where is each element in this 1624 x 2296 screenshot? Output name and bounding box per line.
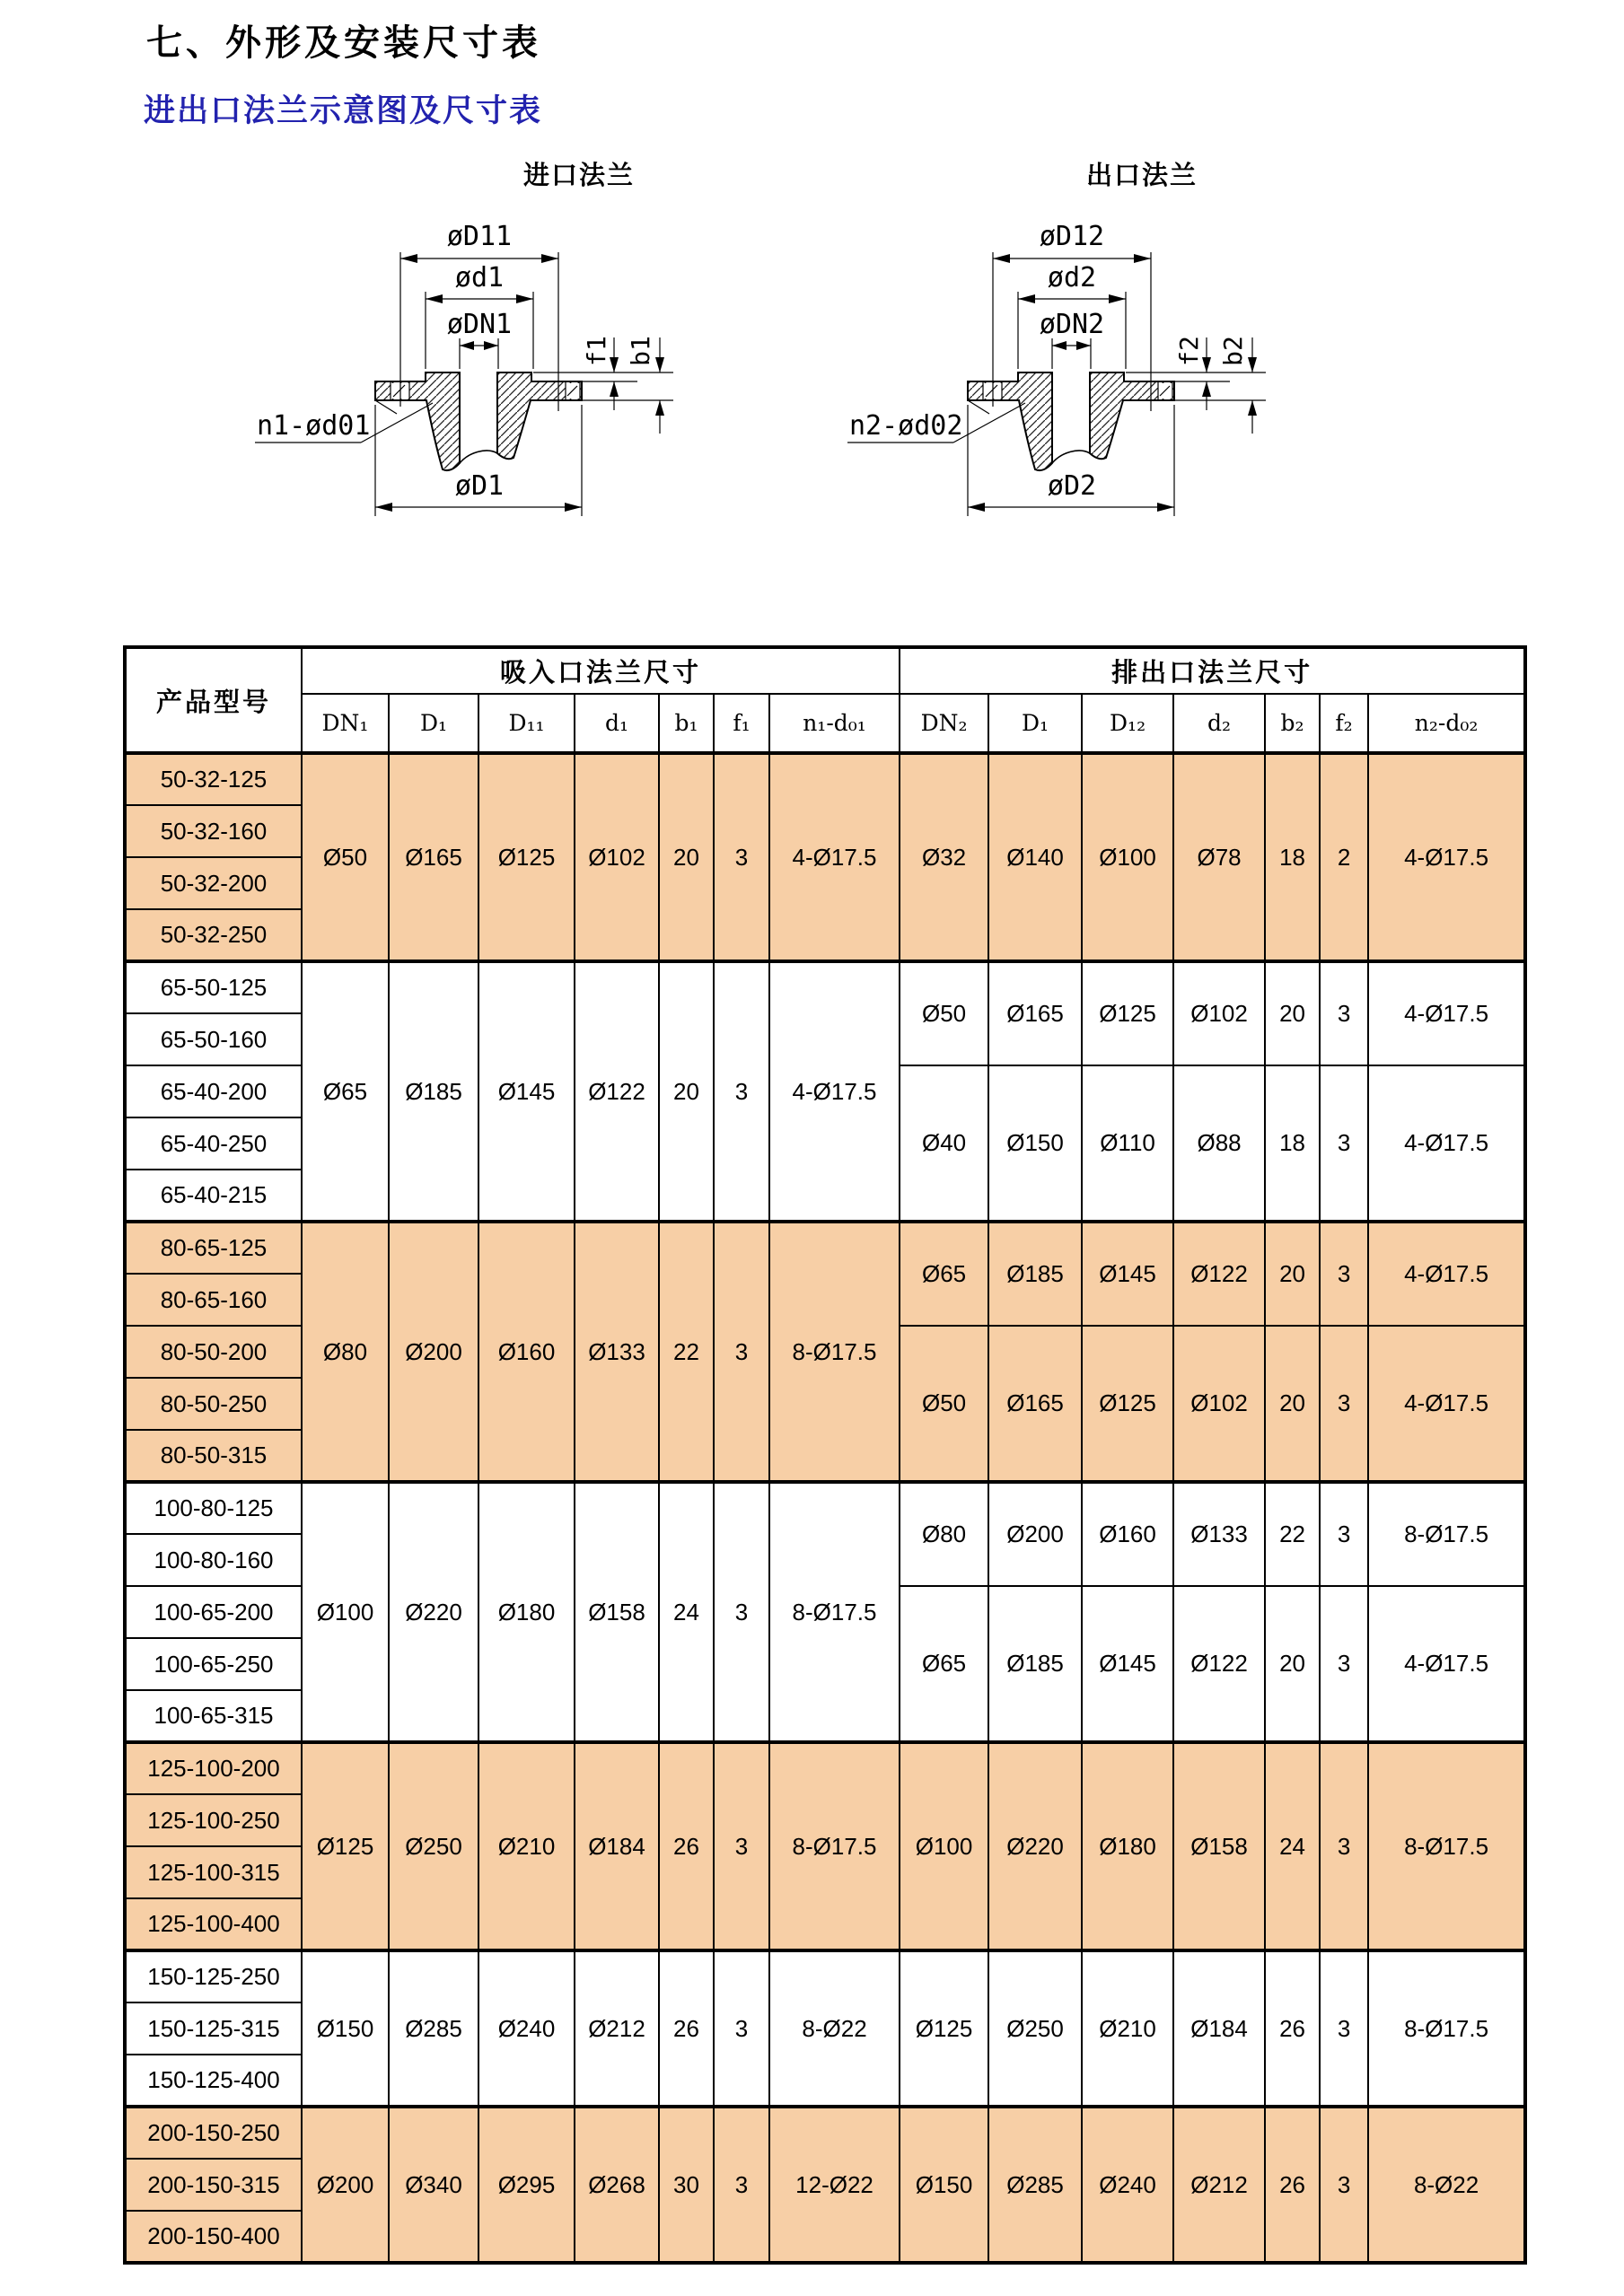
suction-value-cell: Ø50 — [302, 753, 389, 961]
model-cell: 80-50-315 — [125, 1430, 302, 1482]
discharge-value-cell: 4-Ø17.5 — [1368, 961, 1525, 1065]
column-header-d12: D₁₂ — [1082, 694, 1173, 753]
suction-value-cell: Ø80 — [302, 1222, 389, 1482]
discharge-value-cell: Ø65 — [900, 1586, 988, 1742]
suction-value-cell: Ø125 — [302, 1742, 389, 1950]
outlet-diagram-title: 出口法兰 — [1086, 162, 1198, 190]
model-cell: 100-65-315 — [125, 1690, 302, 1742]
discharge-value-cell: 2 — [1320, 753, 1368, 961]
suction-value-cell: Ø122 — [575, 961, 659, 1222]
table-row — [125, 1482, 1525, 1534]
suction-value-cell: Ø185 — [389, 961, 478, 1222]
suction-value-cell: 3 — [714, 753, 769, 961]
discharge-value-cell: Ø125 — [1082, 961, 1173, 1065]
discharge-value-cell: 3 — [1320, 1222, 1368, 1326]
model-cell: 125-100-200 — [125, 1742, 302, 1794]
discharge-value-cell: 8-Ø17.5 — [1368, 1950, 1525, 2107]
discharge-value-cell: 3 — [1320, 1065, 1368, 1222]
flange-section-left — [375, 372, 460, 470]
suction-value-cell: 4-Ø17.5 — [769, 753, 900, 961]
model-cell: 125-100-400 — [125, 1898, 302, 1950]
discharge-value-cell: Ø158 — [1173, 1742, 1265, 1950]
discharge-value-cell: Ø285 — [988, 2107, 1082, 2263]
discharge-value-cell: 3 — [1320, 1326, 1368, 1482]
discharge-value-cell: Ø220 — [988, 1742, 1082, 1950]
dim-label-dn1: øDN1 — [446, 309, 513, 340]
bolt-hole-right — [566, 381, 580, 400]
discharge-value-cell: Ø145 — [1082, 1586, 1173, 1742]
suction-value-cell: Ø100 — [302, 1482, 389, 1742]
suction-value-cell: Ø340 — [389, 2107, 478, 2263]
flange-dimensions-table — [123, 645, 1527, 2265]
discharge-value-cell: Ø88 — [1173, 1065, 1265, 1222]
suction-value-cell: Ø212 — [575, 1950, 659, 2107]
discharge-value-cell: 3 — [1320, 1950, 1368, 2107]
suction-value-cell: Ø268 — [575, 2107, 659, 2263]
suction-value-cell: Ø133 — [575, 1222, 659, 1482]
suction-value-cell: Ø184 — [575, 1742, 659, 1950]
discharge-value-cell: 3 — [1320, 1586, 1368, 1742]
break-line — [1052, 451, 1090, 463]
inlet-diagram-title: 进口法兰 — [523, 162, 636, 190]
discharge-value-cell: Ø125 — [1082, 1326, 1173, 1482]
model-cell: 100-80-125 — [125, 1482, 302, 1534]
callout-bolt-holes — [255, 403, 433, 443]
model-cell: 65-40-200 — [125, 1065, 302, 1117]
discharge-value-cell: 3 — [1320, 1482, 1368, 1586]
discharge-value-cell: Ø250 — [988, 1950, 1082, 2107]
table-row — [125, 2107, 1525, 2159]
table-row — [125, 1222, 1525, 1274]
model-cell: 200-150-250 — [125, 2107, 302, 2159]
dim-label-d1: ød1 — [454, 262, 505, 294]
suction-value-cell: 26 — [659, 1950, 714, 2107]
discharge-value-cell: Ø140 — [988, 753, 1082, 961]
outlet-flange-drawing — [835, 218, 1297, 528]
suction-value-cell: Ø65 — [302, 961, 389, 1222]
discharge-value-cell: Ø212 — [1173, 2107, 1265, 2263]
discharge-value-cell: Ø125 — [900, 1950, 988, 2107]
suction-value-cell: 8-Ø17.5 — [769, 1742, 900, 1950]
discharge-value-cell: 22 — [1265, 1482, 1320, 1586]
discharge-value-cell: Ø145 — [1082, 1222, 1173, 1326]
model-cell: 150-125-400 — [125, 2055, 302, 2107]
column-header-model: 产品型号 — [125, 647, 302, 753]
suction-value-cell: 3 — [714, 1742, 769, 1950]
discharge-value-cell: Ø200 — [988, 1482, 1082, 1586]
column-header-n2d02: n₂-d₀₂ — [1368, 694, 1525, 753]
dim-label-D1: øD1 — [454, 470, 505, 502]
dim-outer-diameter — [968, 405, 1174, 516]
dim-label-n2: n2-ød02 — [849, 410, 963, 442]
table-row — [125, 753, 1525, 805]
discharge-value-cell: 18 — [1265, 753, 1320, 961]
dim-label-b1: b1 — [626, 336, 655, 366]
suction-value-cell: 3 — [714, 1482, 769, 1742]
dim-label-n1: n1-ød01 — [257, 410, 371, 442]
discharge-value-cell: 4-Ø17.5 — [1368, 753, 1525, 961]
suction-value-cell: 26 — [659, 1742, 714, 1950]
model-cell: 125-100-315 — [125, 1846, 302, 1898]
model-cell: 200-150-400 — [125, 2211, 302, 2263]
model-cell: 150-125-250 — [125, 1950, 302, 2002]
suction-value-cell: 30 — [659, 2107, 714, 2263]
suction-value-cell: 20 — [659, 753, 714, 961]
model-cell: 200-150-315 — [125, 2159, 302, 2211]
discharge-value-cell: 20 — [1265, 1326, 1320, 1482]
suction-value-cell: 3 — [714, 1950, 769, 2107]
suction-value-cell: 3 — [714, 1222, 769, 1482]
discharge-value-cell: Ø184 — [1173, 1950, 1265, 2107]
outlet-flange-diagram — [835, 148, 1297, 579]
suction-value-cell: 8-Ø22 — [769, 1950, 900, 2107]
suction-value-cell: Ø210 — [478, 1742, 575, 1950]
dim-label-f2: f2 — [1174, 336, 1204, 366]
discharge-value-cell: 8-Ø17.5 — [1368, 1742, 1525, 1950]
model-cell: 50-32-160 — [125, 805, 302, 857]
discharge-value-cell: Ø185 — [988, 1222, 1082, 1326]
model-cell: 100-65-250 — [125, 1638, 302, 1690]
callout-bolt-holes — [847, 403, 1025, 443]
column-header-d1: D₁ — [389, 694, 478, 753]
discharge-value-cell: 4-Ø17.5 — [1368, 1326, 1525, 1482]
suction-value-cell: Ø220 — [389, 1482, 478, 1742]
page-title: 七、外形及安装尺寸表 — [146, 23, 541, 63]
dim-bore-diameter — [447, 309, 512, 369]
suction-value-cell: Ø240 — [478, 1950, 575, 2107]
discharge-value-cell: 18 — [1265, 1065, 1320, 1222]
table-row — [125, 1742, 1525, 1794]
suction-value-cell: Ø295 — [478, 2107, 575, 2263]
model-cell: 100-65-200 — [125, 1586, 302, 1638]
suction-value-cell: Ø200 — [302, 2107, 389, 2263]
discharge-value-cell: Ø65 — [900, 1222, 988, 1326]
column-header-dn1: DN₁ — [302, 694, 389, 753]
model-cell: 125-100-250 — [125, 1794, 302, 1846]
model-cell: 80-65-160 — [125, 1274, 302, 1326]
suction-value-cell: 20 — [659, 961, 714, 1222]
discharge-value-cell: Ø150 — [900, 2107, 988, 2263]
table-body — [125, 753, 1525, 2263]
discharge-value-cell: 24 — [1265, 1742, 1320, 1950]
discharge-value-cell: Ø180 — [1082, 1742, 1173, 1950]
model-cell: 80-50-250 — [125, 1378, 302, 1430]
discharge-value-cell: Ø80 — [900, 1482, 988, 1586]
table-row — [125, 1950, 1525, 2002]
discharge-value-cell: Ø50 — [900, 1326, 988, 1482]
suction-value-cell: Ø160 — [478, 1222, 575, 1482]
discharge-value-cell: 20 — [1265, 1222, 1320, 1326]
dim-label-d2: ød2 — [1047, 262, 1097, 294]
discharge-value-cell: Ø78 — [1173, 753, 1265, 961]
column-group-suction: 吸入口法兰尺寸 — [302, 647, 900, 694]
discharge-value-cell: 3 — [1320, 1742, 1368, 1950]
discharge-value-cell: Ø40 — [900, 1065, 988, 1222]
suction-value-cell: 4-Ø17.5 — [769, 961, 900, 1222]
dim-label-dn2: øDN2 — [1039, 309, 1105, 340]
suction-value-cell: 8-Ø17.5 — [769, 1482, 900, 1742]
model-cell: 150-125-315 — [125, 2002, 302, 2055]
discharge-value-cell: 3 — [1320, 961, 1368, 1065]
suction-value-cell: Ø165 — [389, 753, 478, 961]
discharge-value-cell: 4-Ø17.5 — [1368, 1586, 1525, 1742]
discharge-value-cell: 26 — [1265, 1950, 1320, 2107]
suction-value-cell: 3 — [714, 2107, 769, 2263]
column-header-d1b: D₁ — [988, 694, 1082, 753]
suction-value-cell: 8-Ø17.5 — [769, 1222, 900, 1482]
dim-label-d11: øD11 — [446, 221, 513, 252]
suction-value-cell: Ø200 — [389, 1222, 478, 1482]
model-cell: 50-32-125 — [125, 753, 302, 805]
suction-value-cell: 3 — [714, 961, 769, 1222]
dim-label-b2: b2 — [1218, 336, 1248, 366]
bolt-hole-right — [1158, 381, 1172, 400]
break-line — [460, 451, 497, 463]
discharge-value-cell: Ø100 — [1082, 753, 1173, 961]
suction-value-cell: Ø250 — [389, 1742, 478, 1950]
discharge-value-cell: 20 — [1265, 1586, 1320, 1742]
discharge-value-cell: Ø165 — [988, 961, 1082, 1065]
discharge-value-cell: Ø185 — [988, 1586, 1082, 1742]
column-header-d1s: d₁ — [575, 694, 659, 753]
dim-plate-thickness — [1218, 336, 1257, 434]
suction-value-cell: Ø102 — [575, 753, 659, 961]
discharge-value-cell: 8-Ø17.5 — [1368, 1482, 1525, 1586]
discharge-value-cell: 3 — [1320, 2107, 1368, 2263]
column-header-b2: b₂ — [1265, 694, 1320, 753]
discharge-value-cell: Ø32 — [900, 753, 988, 961]
suction-value-cell: Ø158 — [575, 1482, 659, 1742]
discharge-value-cell: Ø165 — [988, 1326, 1082, 1482]
inlet-flange-diagram — [242, 148, 705, 579]
model-cell: 100-80-160 — [125, 1534, 302, 1586]
column-header-d11: D₁₁ — [478, 694, 575, 753]
flange-section-left — [968, 372, 1052, 470]
discharge-value-cell: 20 — [1265, 961, 1320, 1065]
dim-bore-diameter — [1040, 309, 1104, 369]
discharge-value-cell: Ø102 — [1173, 1326, 1265, 1482]
discharge-value-cell: Ø160 — [1082, 1482, 1173, 1586]
table-row — [125, 961, 1525, 1013]
section-subtitle: 进出口法兰示意图及尺寸表 — [144, 93, 543, 128]
model-cell: 65-40-250 — [125, 1117, 302, 1170]
discharge-value-cell: Ø50 — [900, 961, 988, 1065]
discharge-value-cell: 26 — [1265, 2107, 1320, 2263]
column-header-dn2: DN₂ — [900, 694, 988, 753]
suction-value-cell: Ø125 — [478, 753, 575, 961]
column-group-discharge: 排出口法兰尺寸 — [900, 647, 1525, 694]
discharge-value-cell: 8-Ø22 — [1368, 2107, 1525, 2263]
inlet-flange-drawing — [242, 218, 705, 528]
flange-dimensions-table-wrap — [123, 645, 1527, 2265]
dim-label-f1: f1 — [582, 336, 611, 366]
discharge-value-cell: Ø122 — [1173, 1222, 1265, 1326]
column-header-f1: f₁ — [714, 694, 769, 753]
model-cell: 80-50-200 — [125, 1326, 302, 1378]
discharge-value-cell: 4-Ø17.5 — [1368, 1222, 1525, 1326]
model-cell: 50-32-200 — [125, 857, 302, 909]
column-header-d2s: d₂ — [1173, 694, 1265, 753]
model-cell: 65-50-125 — [125, 961, 302, 1013]
suction-value-cell: Ø180 — [478, 1482, 575, 1742]
model-cell: 80-65-125 — [125, 1222, 302, 1274]
column-header-n1d01: n₁-d₀₁ — [769, 694, 900, 753]
model-cell: 50-32-250 — [125, 909, 302, 961]
discharge-value-cell: Ø133 — [1173, 1482, 1265, 1586]
discharge-value-cell: Ø240 — [1082, 2107, 1173, 2263]
dim-outer-diameter — [375, 405, 582, 516]
model-cell: 65-50-160 — [125, 1013, 302, 1065]
column-header-f2: f₂ — [1320, 694, 1368, 753]
suction-value-cell: 24 — [659, 1482, 714, 1742]
suction-value-cell: Ø150 — [302, 1950, 389, 2107]
discharge-value-cell: Ø100 — [900, 1742, 988, 1950]
discharge-value-cell: 4-Ø17.5 — [1368, 1065, 1525, 1222]
suction-value-cell: 22 — [659, 1222, 714, 1482]
discharge-value-cell: Ø122 — [1173, 1586, 1265, 1742]
discharge-value-cell: Ø102 — [1173, 961, 1265, 1065]
discharge-value-cell: Ø210 — [1082, 1950, 1173, 2107]
column-header-b1: b₁ — [659, 694, 714, 753]
dim-label-D2: øD2 — [1047, 470, 1097, 502]
discharge-value-cell: Ø150 — [988, 1065, 1082, 1222]
dim-label-d12: øD12 — [1039, 221, 1105, 252]
suction-value-cell: Ø285 — [389, 1950, 478, 2107]
suction-value-cell: 12-Ø22 — [769, 2107, 900, 2263]
suction-value-cell: Ø145 — [478, 961, 575, 1222]
dim-plate-thickness — [626, 336, 664, 434]
discharge-value-cell: Ø110 — [1082, 1065, 1173, 1222]
model-cell: 65-40-215 — [125, 1170, 302, 1222]
